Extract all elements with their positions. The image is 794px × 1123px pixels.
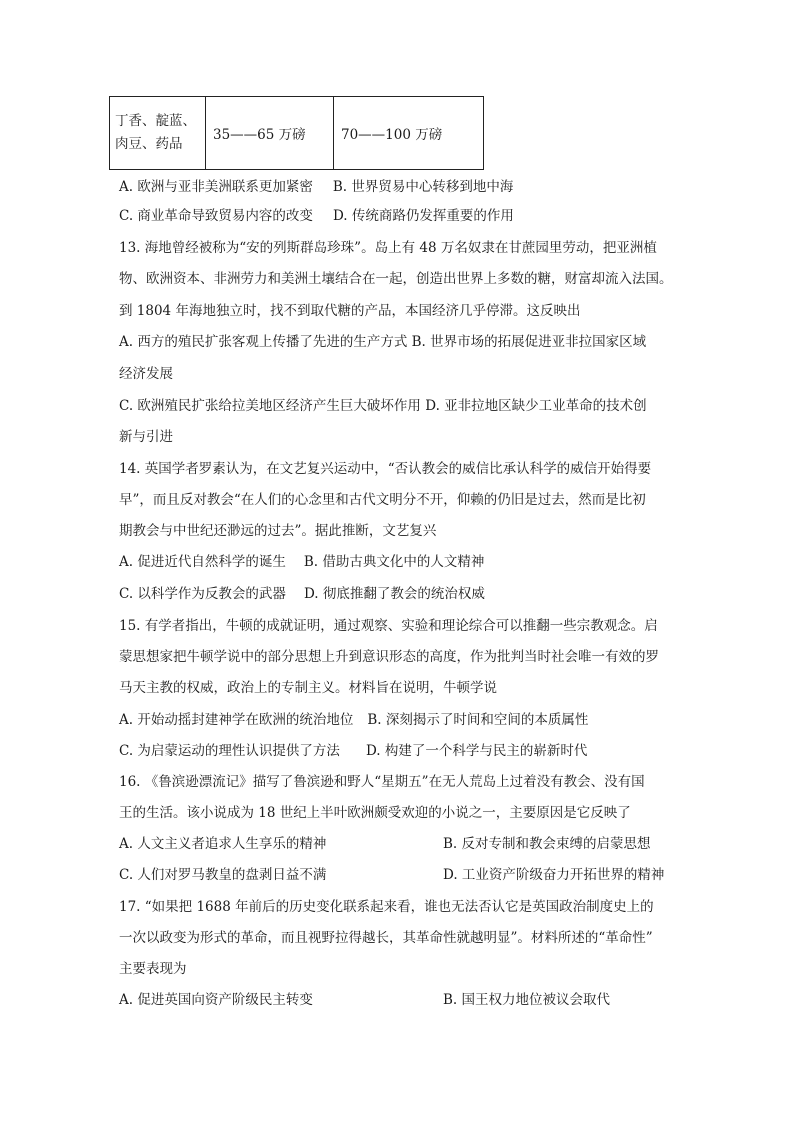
q14-options-row-2 <box>119 585 485 603</box>
q16-option-c: C. 人们对罗马教皇的盘剥日益不满 <box>119 867 327 883</box>
q12-option-d: D. 传统商路仍发挥重要的作用 <box>332 208 514 224</box>
q12-option-c: C. 商业革命导致贸易内容的改变 <box>119 208 313 224</box>
q14-stem-line: 14. 英国学者罗素认为，在文艺复兴运动中，“否认教会的威信比承认科学的威信开始得要 <box>119 461 652 477</box>
q15-stem-line: 15. 有学者指出，牛顿的成就证明，通过观察、实验和理论综合可以推翻一些宗教观念。启 <box>119 618 658 634</box>
q15-stem-line: 蒙思想家把牛顿学说中的部分思想上升到意识形态的高度，作为批判当时社会唯一有效的罗 <box>119 649 659 665</box>
trade-value-table <box>109 96 484 170</box>
table-cell-item-line: 肉豆、药品 <box>115 136 183 152</box>
q14-option-c: C. 以科学作为反教会的武器 <box>119 586 286 602</box>
q13-option-ab-cont: 经济发展 <box>119 366 173 382</box>
q16-stem-line: 16. 《鲁滨逊漂流记》描写了鲁滨逊和野人“星期五”在无人荒岛上过着没有教会、没有国 <box>119 774 645 790</box>
q14-option-b: B. 借助古典文化中的人文精神 <box>303 554 485 570</box>
q14-options-row-1 <box>119 553 484 571</box>
q16-option-a: A. 人文主义者追求人生享乐的精神 <box>119 836 327 852</box>
table-cell-item-line: 丁香、靛蓝、 <box>115 113 196 129</box>
table-row <box>110 97 484 170</box>
q17-stem-line: 17. “如果把 1688 年前后的历史变化联系起来看，谁也无法否认它是英国政治制度史上的 <box>119 899 654 915</box>
q15-option-d: D. 构建了一个科学与民主的崭新时代 <box>365 743 588 759</box>
q16-stem-line: 王的生活。该小说成为 18 世纪上半叶欧洲颇受欢迎的小说之一，主要原因是它反映了 <box>119 805 631 821</box>
q17-options-row-1 <box>119 991 610 1009</box>
q17-option-b: B. 国王权力地位被议会取代 <box>443 992 611 1008</box>
q15-option-a: A. 开始动摇封建神学在欧洲的统治地位 <box>119 712 354 728</box>
q13-stem-line: 物、欧洲资本、非洲劳力和美洲土壤结合在一起，创造出世界上多数的糖，财富却流入法国。 <box>119 271 673 287</box>
q17-stem-line: 主要表现为 <box>119 961 187 977</box>
q15-stem-line: 马天主教的权威，政治上的专制主义。材料旨在说明，牛顿学说 <box>119 680 497 696</box>
q14-stem-line: 早”，而且反对教会“在人们的心念里和古代文明分不开，仰赖的仍旧是过去，然而是比初 <box>119 492 646 508</box>
table-cell-value-a: 35——65 万磅 <box>206 97 334 170</box>
q13-option-ab: A. 西方的殖民扩张客观上传播了先进的生产方式 B. 世界市场的拓展促进亚非拉国家区域 <box>119 334 647 350</box>
q12-options-row-1 <box>119 178 513 196</box>
q13-stem-line: 到 1804 年海地独立时，找不到取代糖的产品，本国经济几乎停滞。这反映出 <box>119 303 581 319</box>
q14-option-d: D. 彻底推翻了教会的统治权威 <box>303 586 485 602</box>
q16-option-d: D. 工业资产阶级奋力开拓世界的精神 <box>443 867 665 883</box>
q13-option-cd-cont: 新与引进 <box>119 429 173 445</box>
q17-stem-line: 一次以政变为形式的革命，而且视野拉得越长，其革命性就越明显”。材料所述的“革命性” <box>119 930 653 946</box>
table-cell-item <box>110 97 206 170</box>
q15-options-row-1 <box>119 711 588 729</box>
q15-options-row-2 <box>119 742 587 760</box>
q17-option-a: A. 促进英国向资产阶级民主转变 <box>119 992 313 1008</box>
q13-option-cd: C. 欧洲殖民扩张给拉美地区经济产生巨大破坏作用 D. 亚非拉地区缺少工业革命的技术创 <box>119 398 647 414</box>
q12-option-b: B. 世界贸易中心转移到地中海 <box>332 179 514 195</box>
q12-option-a: A. 欧洲与亚非美洲联系更加紧密 <box>119 179 313 195</box>
q16-options-row-1 <box>119 835 651 853</box>
q16-option-b: B. 反对专制和教会束缚的启蒙思想 <box>443 836 651 852</box>
q15-option-c: C. 为启蒙运动的理性认识提供了方法 <box>119 743 340 759</box>
q12-options-row-2 <box>119 207 514 225</box>
q14-stem-line: 期教会与中世纪还渺远的过去”。据此推断，文艺复兴 <box>119 523 437 539</box>
q16-options-row-2 <box>119 866 664 884</box>
q14-option-a: A. 促进近代自然科学的诞生 <box>119 554 286 570</box>
q13-stem-line: 13. 海地曾经被称为“安的列斯群岛珍珠”。岛上有 48 万名奴隶在甘蔗园里劳动，把亚洲植 <box>119 240 657 256</box>
q15-option-b: B. 深刻揭示了时间和空间的本质属性 <box>367 712 589 728</box>
table-cell-value-b: 70——100 万磅 <box>334 97 484 170</box>
